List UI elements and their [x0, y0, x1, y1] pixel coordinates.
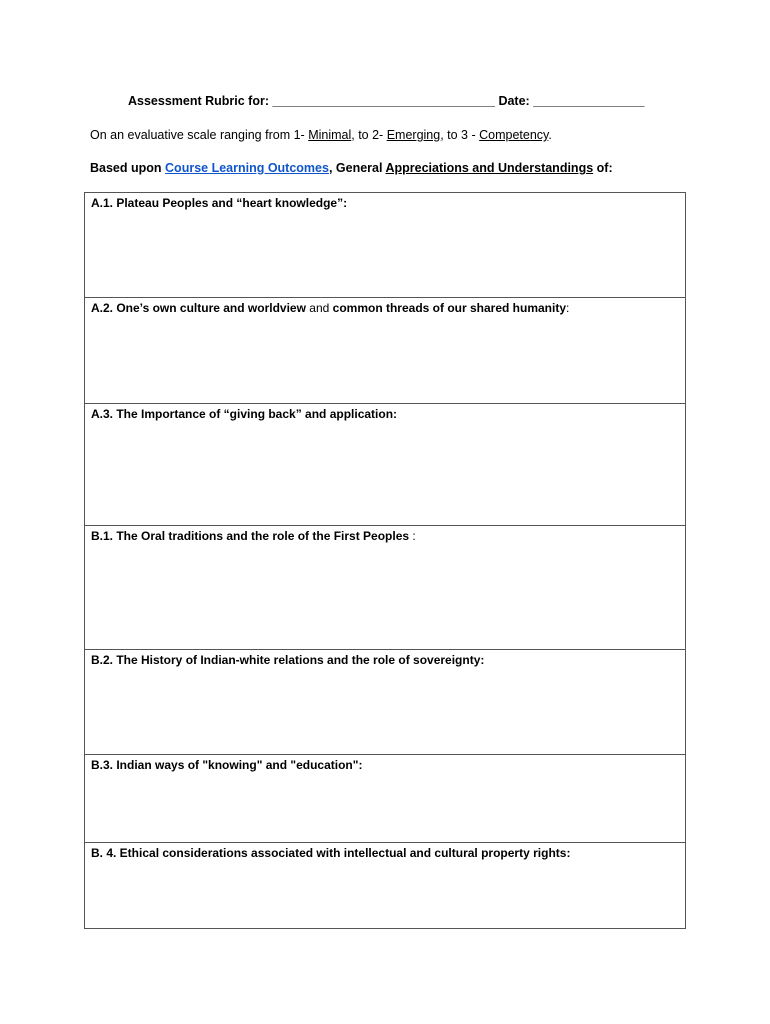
scale-prefix: On an evaluative scale ranging from 1- [90, 128, 305, 142]
row-label [91, 529, 416, 543]
basis-prefix: Based upon [90, 161, 162, 175]
row-label [91, 653, 484, 667]
row-label-bold-2: common threads of our shared humanity [332, 301, 567, 315]
rubric-row-a3[interactable] [85, 404, 685, 526]
row-label [91, 407, 397, 421]
rubric-for-blank[interactable]: ________________________________ [272, 94, 495, 108]
rubric-row-a1[interactable] [85, 193, 685, 298]
rubric-table [84, 192, 686, 929]
row-label-bold: B.3. Indian ways of "knowing" and "education": [91, 758, 363, 772]
scale-description [90, 128, 552, 142]
basis-middle: , General [328, 161, 383, 175]
row-label-bold: B.2. The History of Indian-white relations and the role of sovereignty: [91, 653, 485, 667]
row-label-bold: A.1. Plateau Peoples and “heart knowledge”: [91, 196, 348, 210]
row-label [91, 196, 347, 210]
row-label [91, 846, 570, 860]
scale-sep-2: , to 3 - [440, 128, 476, 142]
date-blank[interactable]: ________________ [533, 94, 645, 108]
basis-end: of: [596, 161, 613, 175]
row-label-bold: A.3. The Importance of “giving back” and application: [91, 407, 398, 421]
scale-end: . [548, 128, 552, 142]
date-label: Date: [498, 94, 530, 108]
scale-sep-1: , to 2- [351, 128, 384, 142]
rubric-for-label: Assessment Rubric for: [128, 94, 270, 108]
row-label-bold: B. 4. Ethical considerations associated with intellectual and cultural property rights: [91, 846, 571, 860]
row-label-normal-2: : [566, 301, 570, 315]
row-label-bold: A.2. One’s own culture and worldview [91, 301, 306, 315]
rubric-row-b2[interactable] [85, 650, 685, 755]
scale-level-emerging: Emerging [386, 128, 441, 142]
row-label [91, 301, 569, 315]
scale-level-competency: Competency [479, 128, 549, 142]
rubric-row-b4[interactable] [85, 843, 685, 930]
row-label-normal: and [305, 301, 333, 315]
course-learning-outcomes-link[interactable]: Course Learning Outcomes [165, 161, 329, 175]
rubric-row-a2[interactable] [85, 298, 685, 404]
scale-level-minimal: Minimal [308, 128, 352, 142]
rubric-row-b1[interactable] [85, 526, 685, 650]
row-label-bold: B.1. The Oral traditions and the role of the First Peoples [91, 529, 410, 543]
basis-underlined: Appreciations and Understandings [385, 161, 594, 175]
basis-description [90, 161, 613, 175]
rubric-row-b3[interactable] [85, 755, 685, 843]
row-label-normal: : [409, 529, 416, 543]
rubric-heading [128, 94, 644, 108]
row-label [91, 758, 362, 772]
